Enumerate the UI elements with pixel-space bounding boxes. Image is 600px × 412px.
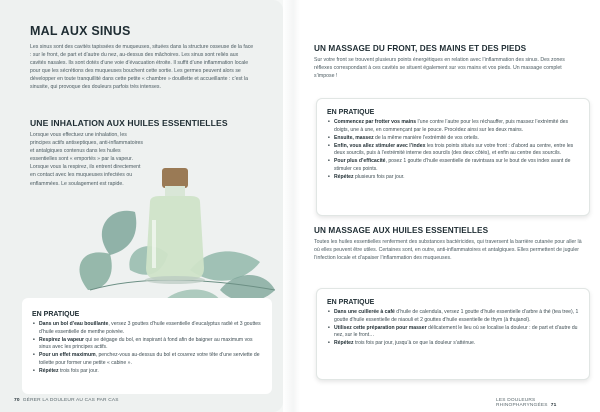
gutter (283, 0, 300, 412)
list-item: • Pour un effet maximum, penchez-vous au-dessus du bol et couvrez votre tête d’une serviette de toilette pour former une petite « cabine ». (32, 352, 262, 367)
oil-bottle (145, 168, 205, 284)
practice-title: EN PRATIQUE (327, 299, 375, 306)
inhalation-paragraph: Lorsque vous effectuez une inhalation, les principes actifs antiseptiques, anti-inflammatoires et antalgiques contenus dans les huiles essentielles sont « emportés » par la vapeur. Lorsque vous la respirez, ils entrent directement en contact avec les muqueuses infectées ou enflammées. Le soulagement est rapide. (30, 132, 144, 187)
list-item: • Commencez par frotter vos mains l’une contre l’autre pour les réchauffer, puis massez l’extrémité des doigts, une à une, en commençant par le pouce. Procédez ainsi sur les deux mains. (327, 119, 579, 134)
right-page (300, 0, 600, 412)
practice-box-left (22, 298, 272, 394)
list-item: • Dans un bol d’eau bouillante, versez 3 gouttes d’huile essentielle d’eucalyptus radié et 3 gouttes d’huile essentielle de menthe poivrée. (32, 321, 262, 336)
page-number: 71 (550, 403, 557, 408)
practice-list (327, 119, 579, 182)
list-item: • Respirez la vapeur qui se dégage du bol, en inspirant à fond afin de baigner au maximum vos sinus avec les principes actifs. (32, 337, 262, 352)
page-title: MAL AUX SINUS (30, 24, 131, 38)
massage-front-paragraph: Sur votre front se trouvent plusieurs points énergétiques en relation avec l’inflammation des sinus. Des zones réflexes correspondant à ces cavités se situent également sur vos mains et vos pieds. Un massage complet s’impose ! (314, 57, 565, 80)
list-item: • Pour plus d’efficacité, posez 1 goutte d’huile essentielle de ravintsara sur le bout de vos index avant de stimuler ces points. (327, 158, 579, 173)
running-head: GÉRER LA DOULEUR AU CAS PAR CAS (22, 398, 119, 403)
list-item: • Ensuite, massez de la même manière l’extrémité de vos orteils. (327, 135, 579, 143)
practice-list (32, 321, 262, 376)
page-number: 70 (14, 398, 20, 403)
practice-list (327, 309, 579, 348)
list-item: • Répétez trois fois par jour. (32, 368, 262, 376)
eucalyptus-bottle-illustration (70, 150, 280, 320)
section-title-massage-front: UN MASSAGE DU FRONT, DES MAINS ET DES PIEDS (314, 44, 527, 53)
list-item: • Enfin, vous allez stimuler avec l’index les trois points situés sur votre front : d’abord au centre, entre les deux sourcils, puis à l’extrémité interne des sourcils (des deux côtés), et enfin au centre des sourcils. (327, 143, 579, 158)
list-item: • Répétez trois fois par jour, jusqu’à ce que la douleur s’atténue. (327, 340, 579, 348)
left-page (0, 0, 283, 412)
practice-box-huiles (316, 288, 590, 380)
footer-left (14, 398, 119, 403)
practice-title: EN PRATIQUE (327, 109, 375, 116)
practice-box-massage (316, 98, 590, 216)
practice-title: EN PRATIQUE (32, 311, 80, 318)
section-title-inhalation: UNE INHALATION AUX HUILES ESSENTIELLES (30, 118, 228, 128)
list-item: • Dans une cuillerée à café d’huile de calendula, versez 1 goutte d’huile essentielle d’arbre à thé (tea tree), 1 goutte d’huile essentielle de niaouli et 2 gouttes d’huile essentielle de thym (à thujanol). (327, 309, 579, 324)
list-item: • Utilisez cette préparation pour masser délicatement le lieu où se localise la douleur : de part et d’autre du nez, sur le front… (327, 325, 579, 340)
massage-huiles-paragraph: Toutes les huiles essentielles renferment des substances bactéricides, qui traversent la barrière cutanée pour aller là où elles peuvent être utiles. Certaines sont, en outre, anti-inflammatoires et antalgiques. Elles permettent de juguler l’infection locale et d’apaiser l’inflammation des muqueuses. (314, 239, 582, 262)
list-item: • Répétez plusieurs fois par jour. (327, 174, 579, 182)
running-head: LES DOULEURS RHINOPHARYNGÉES (496, 398, 548, 408)
footer-right (496, 398, 600, 408)
intro-paragraph: Les sinus sont des cavités tapissées de muqueuses, situées dans la structure osseuse de la face : sur le front, de part et d’autre du nez, au-dessus des mâchoires. Les sinus sont reliés aux cavités nasales. Ils sont dotés d’une voie d’évacuation étroite. Il suffit d’une inflammation locale pour que les sécrétions des muqueuses bouchent cette sortie. Les germes peuvent alors se développer en toute tranquillité dans cette petite « chambre » douillette et accueillante : c’est la sinusite, qui provoque des douleurs parfois très intenses. (30, 44, 254, 91)
section-title-massage-huiles: UN MASSAGE AUX HUILES ESSENTIELLES (314, 226, 489, 235)
